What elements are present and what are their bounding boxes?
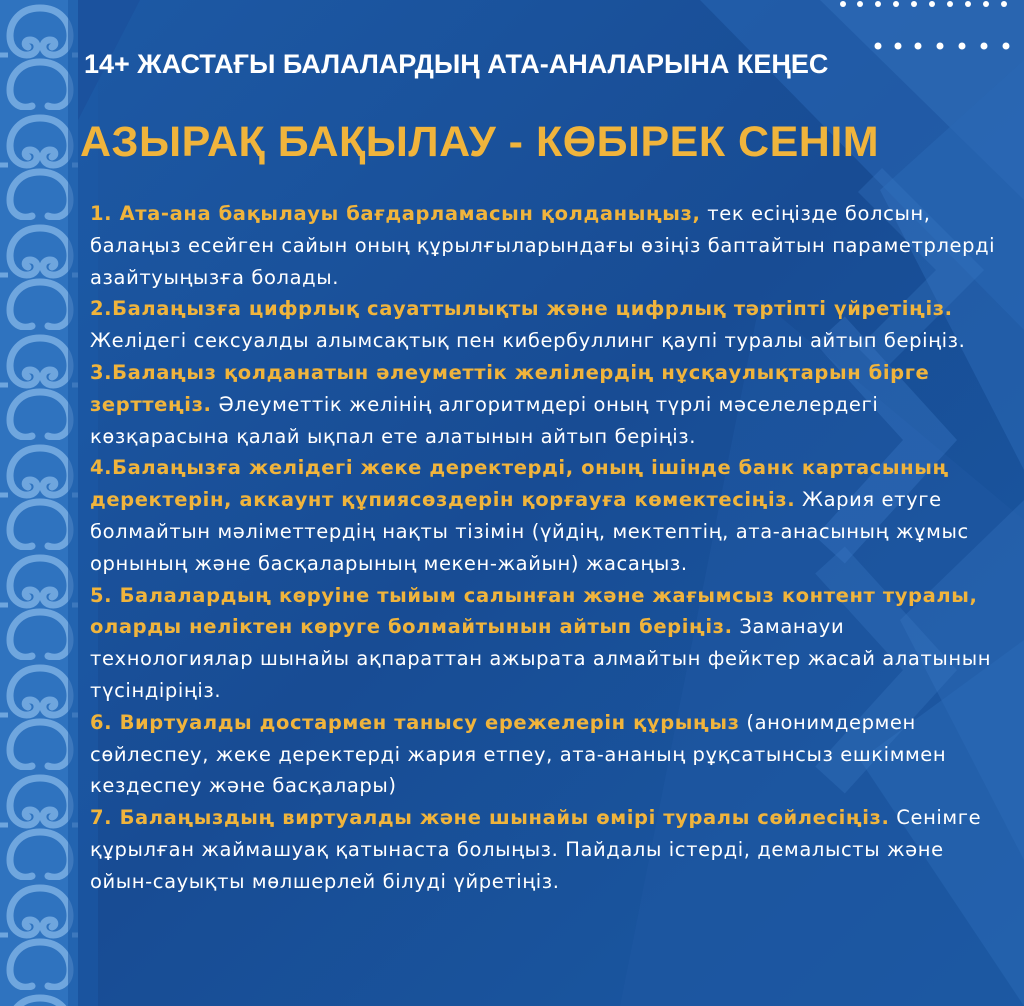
tip-highlight: 3.Балаңыз қолданатын әлеуметтік желілердің нұсқаулықтарын бірге зерттеңіз. [90,360,930,416]
tip-highlight: 5. Балалардың көруіне тыйым салынған және жағымсыз контент туралы, оларды неліктен көруге болмайтынын айтып беріңіз. [90,583,978,639]
tips-list [90,198,1002,898]
tip-text: Жария етуге болмайтын мәліметтердің нақты тізімін (үйдің, мектептің, ата-анасының жұмыс орнының және басқаларының мекен-жайын) жасаңыз. [90,488,969,575]
tip-text: (анонимдермен сөйлеспеу, жеке деректерді жария етпеу, ата-ананың рұқсатынсыз ешкіммен кездеспеу және басқалары) [90,710,947,798]
tip-text: Сенімге құрылған жаймашуақ қатынаста болыңыз. Пайдалы істерді, демалысты және ойын-сауықты мөлшерлей білуді үйретіңіз. [90,806,982,893]
poster-subtitle: 14+ ЖАСТАҒЫ БАЛАЛАРДЫҢ АТА-АНАЛАРЫНА КЕҢЕС [84,49,829,79]
tip-item [90,452,1002,579]
tip-highlight: 2.Балаңызға цифрлық сауаттылықты және цифрлық тәртіпті үйретіңіз. [90,297,953,321]
tip-highlight: 1. Ата-ана бақылауы бағдарламасын қолданыңыз, [90,202,701,225]
tip-item [90,357,1002,452]
tip-text: Әлеуметтік желінің алгоритмдері оның түрлі мәселелердегі көзқарасына қалай ықпал ете алатынын айтып беріңіз. [90,392,879,448]
tip-item [90,802,1002,897]
tip-item [90,293,1002,357]
tip-item [90,580,1002,707]
poster-title: АЗЫРАҚ БАҚЫЛАУ - КӨБІРЕК СЕНІМ [80,118,880,166]
tip-highlight: 4.Балаңызға желідегі жеке деректерді, оның ішінде банк картасының деректерін, аккаунт құпиясөздерін қорғауға көмектесіңіз. [90,456,949,512]
tip-highlight: 7. Балаңыздың виртуалды және шынайы өмірі туралы сөйлесіңіз. [90,806,890,830]
tip-text: тек есіңізде болсын, балаңыз есейген сайын оның құрылғыларындағы өзіңіз баптайтын параметрлерді азайтуыңызға болады. [90,202,996,289]
tip-highlight: 6. Виртуалды достармен танысу ережелерін құрыңыз [90,710,740,734]
tip-text: Желідегі сексуалды алымсақтық пен кибербуллинг қаупі туралы айтып беріңіз. [90,329,966,353]
tip-item [90,707,1002,802]
tip-text: Заманауи технологиялар шынайы ақпараттан ажырата алмайтын фейктер жасай алатынын түсіндіріңіз. [90,615,992,702]
tip-item [90,198,1002,293]
